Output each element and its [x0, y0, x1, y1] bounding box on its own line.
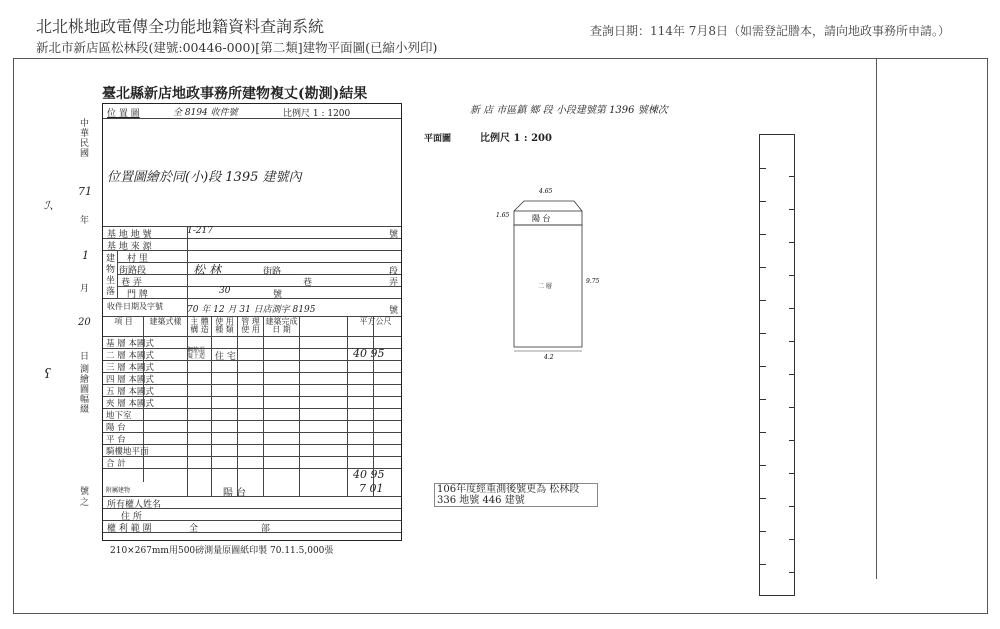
table-row-0: 基 層 本國式 — [106, 339, 154, 349]
sheet-divider — [876, 59, 877, 579]
mark-left-2: ʕ — [44, 367, 51, 382]
street-end: 段 — [389, 267, 399, 277]
receipt-value: 70 年 12 月 31 日店測字 8195 — [187, 305, 316, 315]
margin-strip — [759, 134, 795, 596]
era-char-2: 民 — [80, 139, 90, 149]
table-row-5: 夾 層 本國式 — [106, 399, 154, 409]
number-char-1: 之 — [80, 498, 90, 508]
receipt-label: 收件日期及字號 — [107, 302, 163, 311]
row2-area: 40 95 — [353, 347, 385, 360]
col-header-5: 建築完成日 期 — [265, 317, 298, 334]
table-row-7: 陽 台 — [106, 423, 126, 433]
location-label: 位 置 圖 — [107, 109, 140, 119]
attached-type: 陽 台 — [223, 488, 247, 499]
lot-label: 基 地 地 號 — [107, 230, 152, 240]
address-label: 住 所 — [121, 512, 142, 522]
door-value: 30 — [219, 286, 231, 296]
table-row-6: 地下室 — [106, 411, 132, 421]
location-hand: 全 8194 收件號 — [173, 108, 238, 118]
village-label: 村 里 — [127, 254, 148, 264]
attached-label: 附屬建物 — [106, 487, 131, 494]
number-label — [80, 487, 92, 509]
receipt-suffix: 號 — [389, 306, 399, 316]
day-label: 日 — [80, 352, 90, 362]
query-date: 查詢日期：114年 7月8日（如需登記謄本，請向地政事務所申請。） — [590, 24, 950, 38]
lane-label: 巷 弄 — [121, 278, 142, 288]
survey-form — [102, 103, 402, 541]
building-group-label — [106, 254, 116, 298]
month-label: 月 — [80, 284, 90, 294]
table-row-4: 五 層 本國式 — [106, 387, 154, 397]
row2-use: 住 宅 — [215, 352, 236, 362]
building-char-3: 落 — [106, 287, 116, 297]
month-hand: 1 — [82, 249, 89, 262]
table-row-9: 騎樓地平面 — [106, 447, 149, 457]
era-char-3: 國 — [80, 149, 90, 159]
year-label: 年 — [80, 216, 90, 226]
survey-char-1: 繪 — [80, 375, 90, 385]
day-hand: 20 — [78, 317, 91, 328]
owner-label: 所有權人姓名 — [107, 500, 162, 510]
col-header-6: 平方公尺 — [359, 317, 392, 326]
building-char-1: 物 — [106, 265, 116, 275]
location-note: 位置圖繪於同(小)段 1395 建號內 — [107, 170, 302, 185]
building-char-0: 建 — [106, 254, 116, 264]
col-header-3: 使 用種 類 — [215, 317, 234, 334]
street-label: 街路段 — [119, 266, 147, 276]
renumber-note: 106年度經重測後號更為 松林段 336 地號 446 建號 — [434, 483, 598, 507]
door-label: 門 牌 — [127, 290, 148, 300]
row2-structure: 鋼筋混凝土造 — [187, 347, 206, 360]
lot-suffix: 號 — [389, 230, 399, 240]
col-header-0: 項 目 — [114, 317, 133, 326]
dim-left: 1.65 — [496, 212, 510, 219]
dim-top: 4.65 — [539, 188, 553, 195]
col-header-1: 建築式樣 — [149, 317, 182, 326]
lot-value: 1-217 — [187, 226, 213, 236]
door-suffix: 號 — [273, 290, 283, 300]
col-header-2: 主 體構 造 — [190, 317, 209, 334]
room-label: 二 層 — [538, 283, 552, 290]
rights-value: 全 部 — [189, 524, 300, 534]
building-char-2: 坐 — [106, 276, 116, 286]
table-row-10: 合 計 — [106, 459, 126, 469]
street-suffix: 街路 — [263, 267, 282, 277]
table-row-3: 四 層 本國式 — [106, 375, 154, 385]
total-area: 40 95 — [353, 468, 385, 481]
year-hand: 71 — [78, 185, 92, 198]
dim-side: 9.75 — [586, 278, 600, 285]
table-row-2: 三 層 本國式 — [106, 363, 154, 373]
document-sheet — [13, 58, 988, 614]
rights-label: 權 利 範 圍 — [107, 524, 152, 534]
survey-label — [80, 365, 92, 415]
table-row-8: 平 台 — [106, 435, 126, 445]
col-header-4: 管 理使 用 — [241, 317, 260, 334]
era-char-1: 華 — [80, 129, 90, 139]
attached-area: 7 01 — [359, 482, 384, 495]
form-footer: 210×267mm用500磅測量原圖紙印製 70.11.5,000張 — [110, 546, 334, 556]
lane-mid: 巷 — [303, 278, 313, 288]
scale-left: 比例尺 1 : 1200 — [283, 109, 351, 119]
survey-char-4: 綴 — [80, 405, 90, 415]
survey-char-0: 測 — [80, 365, 90, 375]
survey-char-3: 幅 — [80, 395, 90, 405]
mark-left: ℐ、 — [44, 199, 61, 212]
plan-heading: 新 店 市區鎮 鄉 段 小段建號第 1396 號棟次 — [470, 105, 668, 116]
document-title: 臺北縣新店地政事務所建物複丈(勘測)結果 — [102, 86, 368, 102]
number-char-0: 號 — [80, 487, 90, 497]
plan-label: 平面圖 — [424, 134, 452, 144]
dim-bottom: 4.2 — [544, 354, 554, 361]
header-subtitle: 新北市新店區松林段(建號:00446-000)[第二類]建物平面圖(已縮小列印) — [36, 40, 438, 55]
era-label — [80, 119, 92, 159]
header-title: 北北桃地政電傳全功能地籍資料查詢系統 — [36, 17, 325, 36]
survey-char-2: 圖 — [80, 385, 90, 395]
floor-plan — [494, 183, 614, 363]
source-label: 基 地 來 源 — [107, 242, 152, 252]
era-char-0: 中 — [80, 119, 90, 129]
scale-right: 比例尺 1 : 200 — [480, 133, 552, 144]
street-value: 松 林 — [193, 263, 221, 277]
table-row-1: 二 層 本國式 — [106, 351, 154, 361]
balcony-label: 陽 台 — [532, 214, 551, 223]
lane-end: 弄 — [389, 278, 399, 288]
